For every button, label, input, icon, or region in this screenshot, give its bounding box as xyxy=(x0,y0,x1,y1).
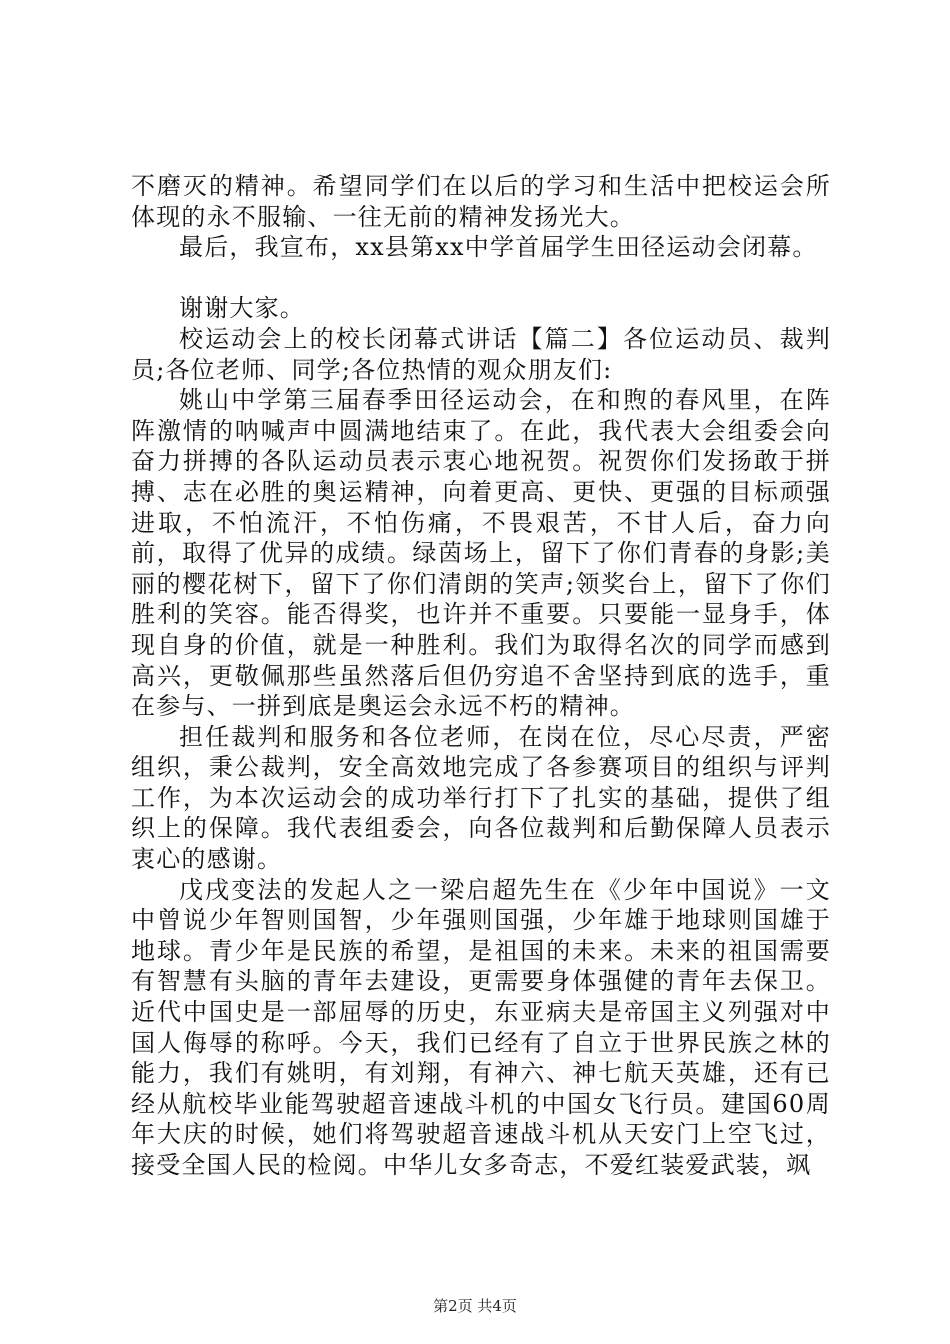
document-body xyxy=(131,171,831,1181)
paragraph-congratulations: 姚山中学第三届春季田径运动会，在和煦的春风里，在阵阵激情的呐喊声中圆满地结束了。在此，我代表大会组委会向奋力拼搏的各队运动员表示衷心地祝贺。祝贺你们发扬敢于拼搏、志在必胜的奥运精神，向着更高、更快、更强的目标顽强进取，不怕流汗，不怕伤痛，不畏艰苦，不甘人后，奋力向前，取得了优异的成绩。绿茵场上，留下了你们青春的身影;美丽的樱花树下，留下了你们清朗的笑声;领奖台上，留下了你们胜利的笑容。能否得奖，也许并不重要。只要能一显身手，体现自身的价值，就是一种胜利。我们为取得名次的同学而感到高兴，更敬佩那些虽然落后但仍穷追不舍坚持到底的选手，重在参与、一拼到底是奥运会永远不朽的精神。 xyxy=(131,386,831,721)
paragraph-closing-announcement: 最后，我宣布，xx县第xx中学首届学生田径运动会闭幕。 xyxy=(179,233,818,262)
page-number-footer: 第2页 共4页 xyxy=(433,1297,517,1315)
paragraph-continuation: 不磨灭的精神。希望同学们在以后的学习和生活中把校运会所体现的永不服输、一往无前的精神发扬光大。 xyxy=(131,172,831,231)
paragraph-youth-china: 戊戌变法的发起人之一梁启超先生在《少年中国说》一文中曾说少年智则国智，少年强则国强，少年雄于地球则国雄于地球。青少年是民族的希望，是祖国的未来。未来的祖国需要有智慧有头脑的青年去建设，更需要身体强健的青年去保卫。近代中国史是一部屈辱的历史，东亚病夫是帝国主义列强对中国人侮辱的称呼。今天，我们已经有了自立于世界民族之林的能力，我们有姚明，有刘翔，有神六、神七航天英雄，还有已经从航校毕业能驾驶超音速战斗机的中国女飞行员。建国60周年大庆的时候，她们将驾驶超音速战斗机从天安门上空飞过，接受全国人民的检阅。中华儿女多奇志，不爱红装爱武装，飒 xyxy=(131,875,831,1179)
paragraph-referee-thanks: 担任裁判和服务和各位老师，在岗在位，尽心尽责，严密组织，秉公裁判，安全高效地完成了各参赛项目的组织与评判工作，为本次运动会的成功举行打下了扎实的基础，提供了组织上的保障。我代表组委会，向各位裁判和后勤保障人员表示衷心的感谢。 xyxy=(131,722,831,874)
paragraph-section-heading: 校运动会上的校长闭幕式讲话【篇二】各位运动员、裁判员;各位老师、同学;各位热情的观众朋友们: xyxy=(131,324,831,384)
paragraph-thanks: 谢谢大家。 xyxy=(179,294,305,323)
paragraph-spacer xyxy=(131,263,831,294)
